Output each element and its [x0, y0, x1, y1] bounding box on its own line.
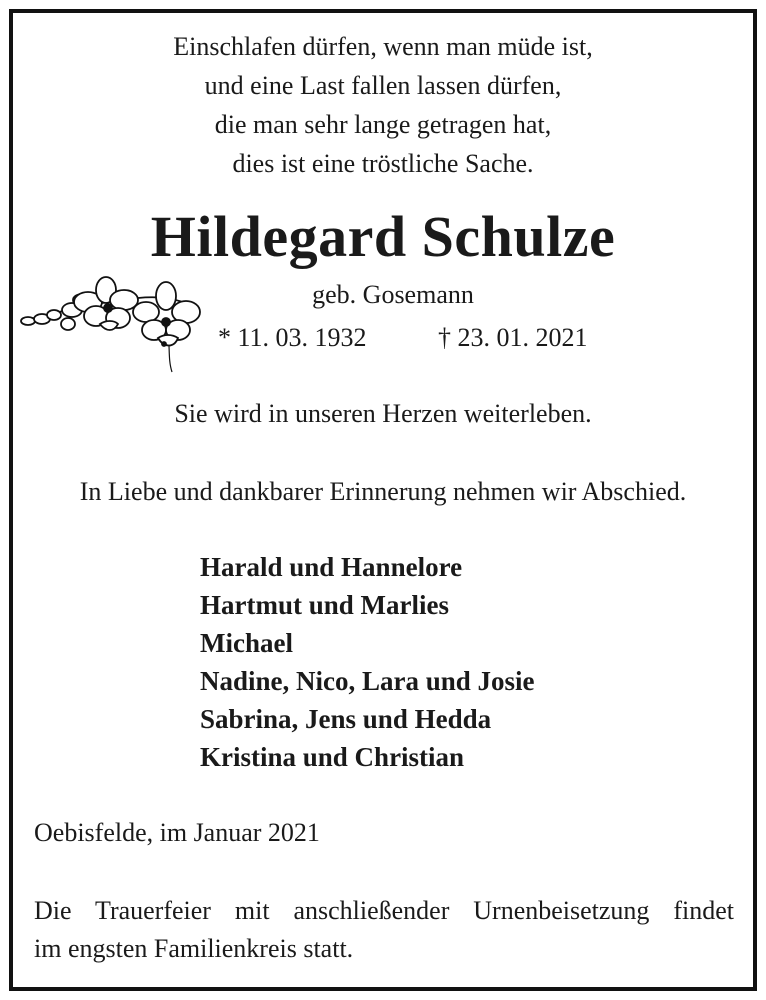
funeral-note — [34, 892, 734, 968]
mourner-entry: Kristina und Christian — [200, 742, 465, 772]
birth-date: * 11. 03. 1932 — [218, 323, 367, 352]
poem — [0, 27, 766, 183]
mourners-list — [200, 548, 535, 776]
memorial-line: Sie wird in unseren Herzen weiterleben. — [174, 399, 592, 428]
poem-line: und eine Last fallen lassen dürfen, — [204, 71, 562, 100]
mourner-entry: Nadine, Nico, Lara und Josie — [200, 666, 535, 696]
place-date: Oebisfelde, im Januar 2021 — [34, 818, 320, 847]
farewell-line: In Liebe und dankbarer Erinnerung nehmen wir Abschied. — [79, 477, 687, 506]
mourner-entry: Michael — [200, 628, 293, 658]
death-date: † 23. 01. 2021 — [438, 323, 588, 352]
funeral-note-line: im engsten Familienkreis statt. — [34, 934, 354, 963]
funeral-note-line: Die Trauerfeier mit anschließender Urnenbeisetzung findet — [34, 896, 734, 925]
deceased-name: Hildegard Schulze — [150, 204, 616, 269]
mourner-entry: Sabrina, Jens und Hedda — [200, 704, 492, 734]
poem-line: dies ist eine tröstliche Sache. — [232, 149, 534, 178]
orchid-flowers-icon — [18, 272, 206, 374]
poem-line: Einschlafen dürfen, wenn man müde ist, — [173, 32, 593, 61]
mourner-entry: Hartmut und Marlies — [200, 590, 449, 620]
mourner-entry: Harald und Hannelore — [200, 552, 463, 582]
poem-line: die man sehr lange getragen hat, — [214, 110, 552, 139]
birth-name: geb. Gosemann — [312, 280, 474, 309]
